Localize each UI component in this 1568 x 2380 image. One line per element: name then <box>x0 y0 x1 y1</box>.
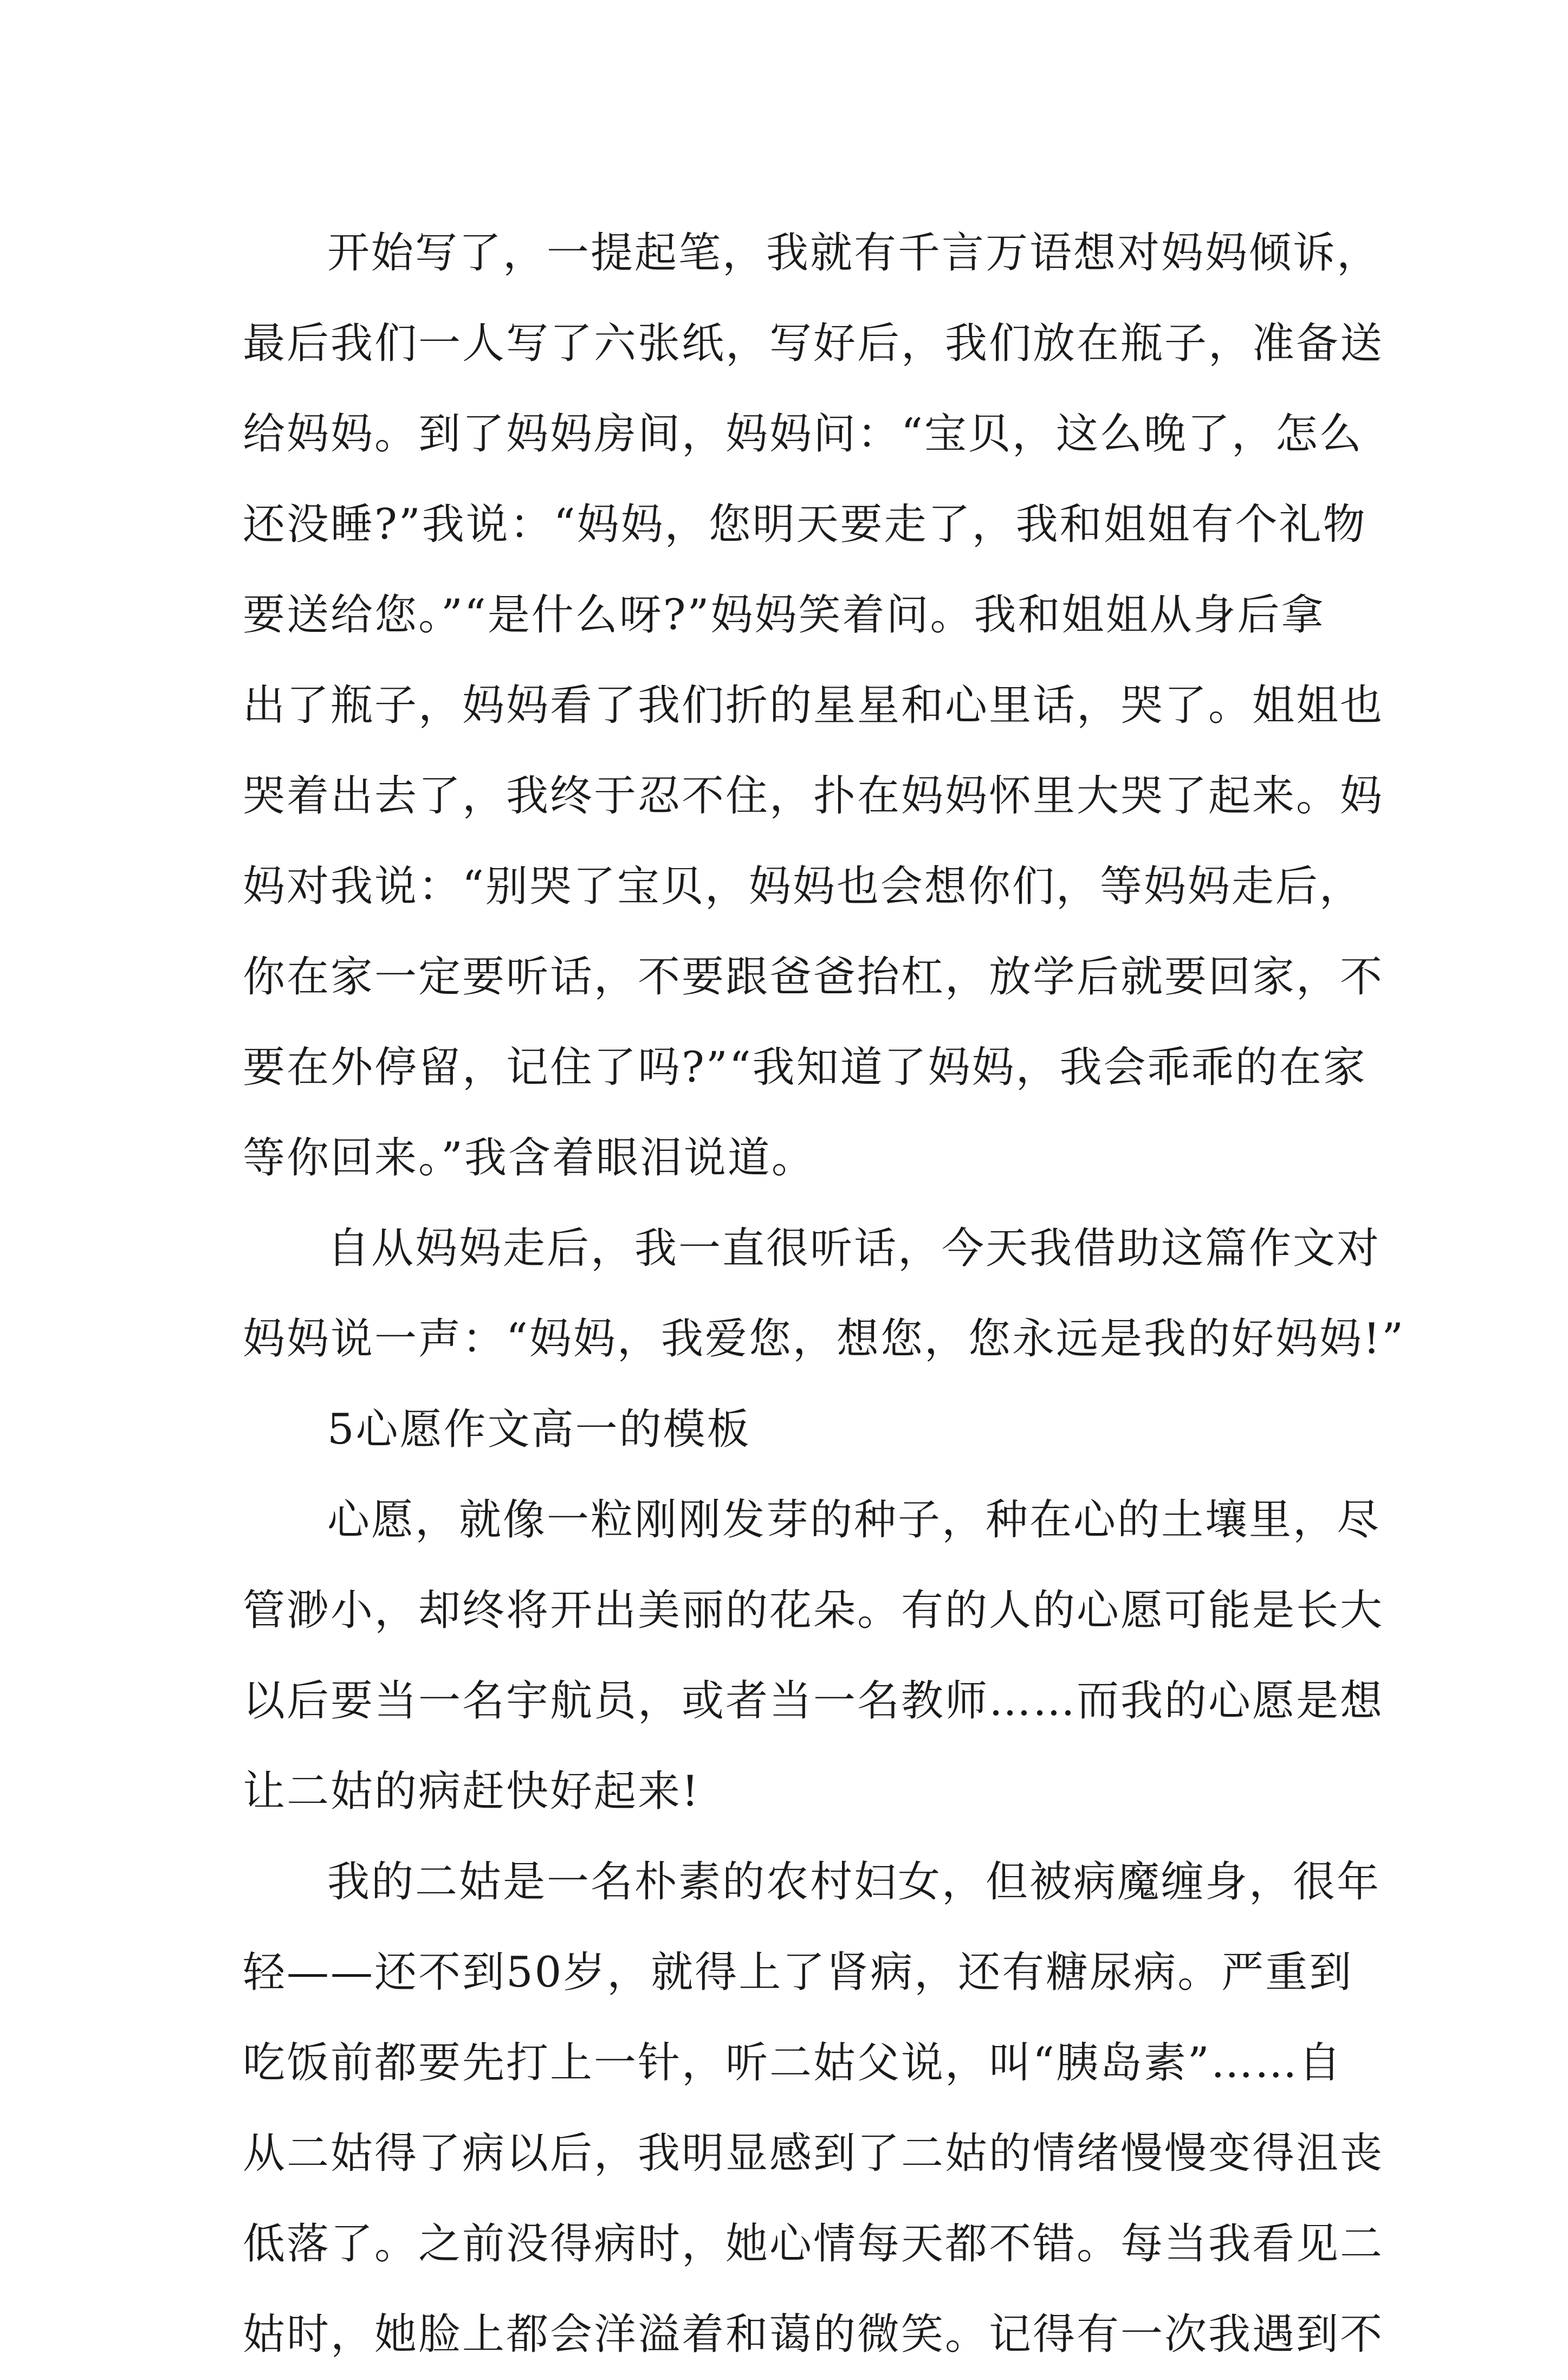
paragraph-1-line-8: 妈对我说：“别哭了宝贝，妈妈也会想你们，等妈妈走后， <box>243 862 1363 911</box>
paragraph-1-line-4: 还没睡?”我说：“妈妈，您明天要走了，我和姐姐有个礼物 <box>243 500 1367 549</box>
paragraph-3-line-1: 心愿，就像一粒刚刚发芽的种子，种在心的土壤里，尽 <box>327 1496 1381 1544</box>
paragraph-4-line-2: 轻——还不到50岁，就得上了肾病，还有糖尿病。严重到 <box>243 1948 1353 1997</box>
paragraph-3-line-4: 让二姑的病赶快好起来! <box>243 1767 701 1816</box>
paragraph-1-line-2: 最后我们一人写了六张纸，写好后，我们放在瓶子，准备送 <box>243 319 1384 368</box>
paragraph-1-line-1: 开始写了，一提起笔，我就有千言万语想对妈妈倾诉， <box>327 229 1381 277</box>
paragraph-1-line-11: 等你回来。”我含着眼泪说道。 <box>243 1134 815 1182</box>
paragraph-4-line-3: 吃饭前都要先打上一针，听二姑父说，叫“胰岛素”……自 <box>243 2039 1343 2087</box>
paragraph-1-line-9: 你在家一定要听话，不要跟爸爸抬杠，放学后就要回家，不 <box>243 953 1384 1001</box>
section-heading: 5心愿作文高一的模板 <box>327 1405 751 1454</box>
paragraph-3-line-3: 以后要当一名宇航员，或者当一名教师……而我的心愿是想 <box>243 1677 1384 1725</box>
document-body <box>243 208 1405 2380</box>
paragraph-4-line-6: 姑时，她脸上都会洋溢着和蔼的微笑。记得有一次我遇到不 <box>243 2310 1384 2359</box>
paragraph-2-line-1: 自从妈妈走后，我一直很听话，今天我借助这篇作文对 <box>327 1224 1381 1273</box>
paragraph-3-line-2: 管渺小，却终将开出美丽的花朵。有的人的心愿可能是长大 <box>243 1586 1384 1635</box>
paragraph-1-line-6: 出了瓶子，妈妈看了我们折的星星和心里话，哭了。姐姐也 <box>243 681 1384 730</box>
paragraph-1-line-7: 哭着出去了，我终于忍不住，扑在妈妈怀里大哭了起来。妈 <box>243 772 1384 820</box>
paragraph-4-line-4: 从二姑得了病以后，我明显感到了二姑的情绪慢慢变得沮丧 <box>243 2129 1384 2178</box>
paragraph-2-line-2: 妈妈说一声：“妈妈，我爱您，想您，您永远是我的好妈妈!” <box>243 1315 1405 1363</box>
paragraph-1-line-10: 要在外停留，记住了吗?”“我知道了妈妈，我会乖乖的在家 <box>243 1043 1367 1092</box>
paragraph-1-line-5: 要送给您。”“是什么呀?”妈妈笑着问。我和姐姐从身后拿 <box>243 591 1325 639</box>
paragraph-4-line-1: 我的二姑是一名朴素的农村妇女，但被病魔缠身，很年 <box>327 1858 1381 1906</box>
paragraph-4-line-5: 低落了。之前没得病时，她心情每天都不错。每当我看见二 <box>243 2220 1384 2268</box>
paragraph-1-line-3: 给妈妈。到了妈妈房间，妈妈问：“宝贝，这么晚了，怎么 <box>243 410 1363 458</box>
